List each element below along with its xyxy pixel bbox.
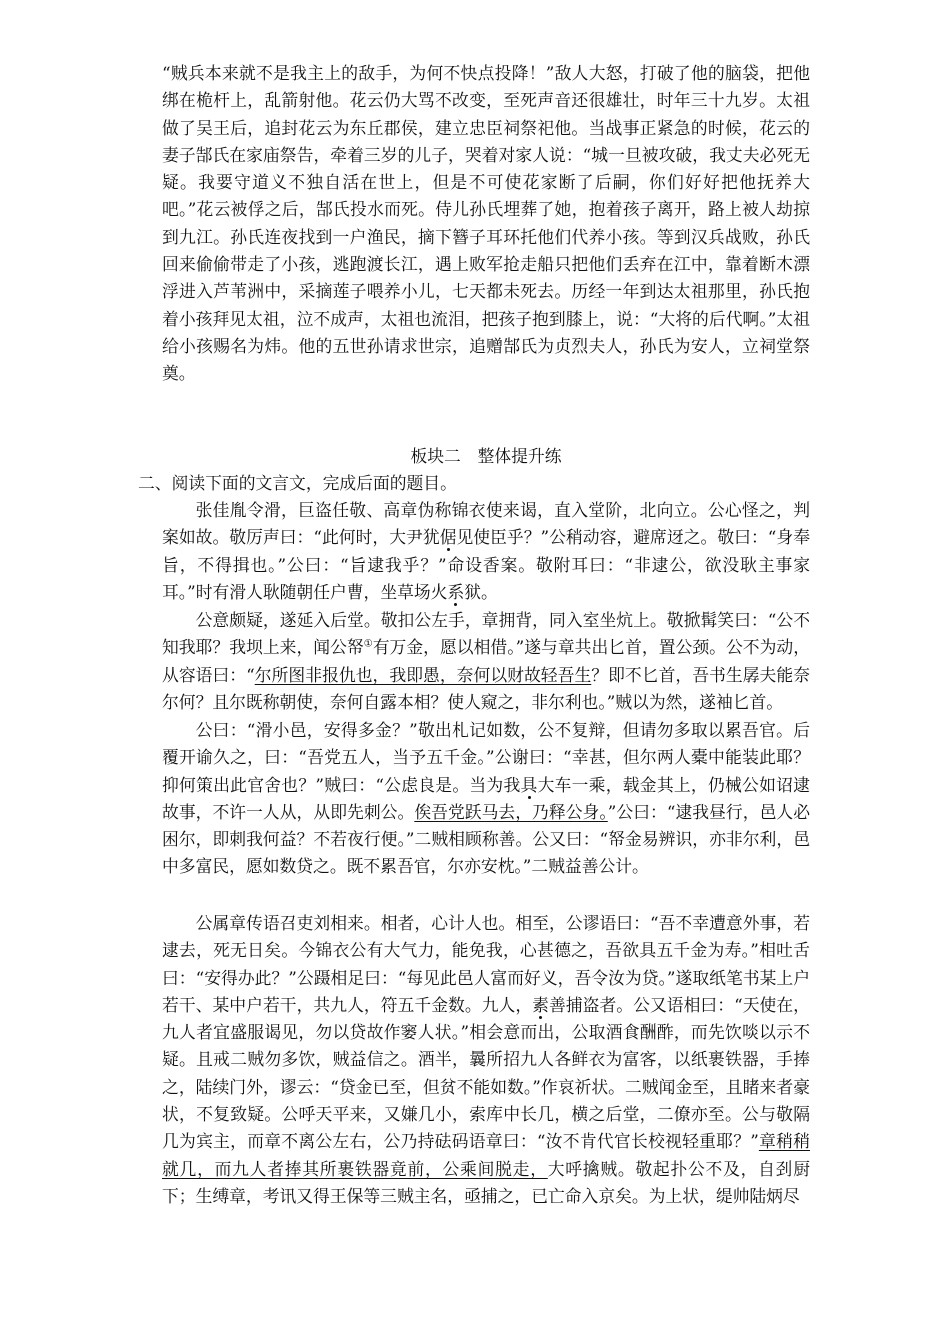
p3-text-c: ”公曰：“逮我昼行，邑人必困尔，即刺我何益？不若夜行便。”二贼相顾称善。公又曰：“帑金易辨识，亦非尔利，邑中多富民，愿如数贷之。既不累吾官，尔亦安枕。”二贼益善公计。 [162, 801, 810, 877]
question-intro: 二、阅读下面的文言文，完成后面的题目。 [138, 473, 457, 493]
passage-paragraph-4 [162, 910, 810, 1210]
p2-text-b: 有万金，愿以相借。”遂与章共出匕首，置公颈。公不为动，从容语曰：“ [162, 637, 810, 685]
p3-underlined-sentence: 俟吾党跃马去，乃释公身。 [414, 801, 608, 822]
p3-text-a: 公曰：“滑小邑，安得多金？”敬出札记如数，公不复辩，但请勿多取以累吾官。后覆开谕久之，曰：“吾党五人，当予五千金。”公谢曰：“幸甚，但尔两人橐中能装此耶？抑何策出此官舍也？”贼曰：“公虑良是。当为我 [162, 720, 810, 795]
p3-text-b: 大车一乘，载金其上，仍械公如诏逮故事，不许一人从，从即先刺公。 [162, 774, 810, 822]
p1-dotted-char-2: 系 [447, 581, 465, 602]
p4-text-a: 公属章传语召吏刘相来。相者，心计人也。相至，公谬语曰：“吾不幸遭意外事，若逮去，死无日矣。今锦衣公有大气力，能免我，心甚德之，吾欲具五千金为寿。”相吐舌曰：“安得办此？”公蹑相足曰：“每见此邑人富而好义，吾令汝为贷。”遂取纸笔书某上户若干、某中户若干，共九人，符五千金数。九人， [162, 913, 810, 1015]
p4-dotted-char: 素 [532, 994, 549, 1015]
p2-text-a: 公意颇疑，遂延入后堂。敬扣公左手，章拥背，同入室坐炕上。敬掀髯笑曰：“公不知我耶？我坝上来，闻公帑 [162, 610, 810, 658]
p1-dotted-char-1: 倨 [439, 527, 457, 548]
translation-text: “贼兵本来就不是我主上的敌手，为何不快点投降！”敌人大怒，打破了他的脑袋，把他绑在桅杆上，乱箭射他。花云仍大骂不改变，至死声音还很雄壮，时年三十九岁。太祖做了吴王后，追封花云为东丘郡侯，建立忠臣祠祭祀他。当战事正紧急的时候，花云的妻子郜氏在家庙祭告，牵着三岁的儿子，哭着对家人说：“城一旦被攻破，我丈夫必死无疑。我要守道义不独自活在世上，但是不可使花家断了后嗣，你们好好把他抚养大吧。”花云被俘之后，郜氏投水而死。侍儿孙氏埋葬了她，抱着孩子离开，路上被人劫掠到九江。孙氏连夜找到一户渔民，摘下簪子耳环托他们代养小孩。等到汉兵战败，孙氏回来偷偷带走了小孩，逃跑渡长江，遇上败军抢走船只把他们丢弃在江中，靠着断木漂浮进入芦苇洲中，采摘莲子喂养小儿，七天都未死去。历经一年到达太祖那里，孙氏抱着小孩拜见太祖，泣不成声，太祖也流泪，把孩子抱到膝上，说：“大将的后代啊。”太祖给小孩赐名为炜。他的五世孙请求世宗，追赠郜氏为贞烈夫人，孙氏为安人，立祠堂祭奠。 [162, 63, 810, 384]
footnote-marker: ① [363, 638, 373, 650]
block-title: 板块二 整体提升练 [410, 446, 562, 466]
p1-text-b: 见使臣乎？”公稍动容，避席迓之。敬曰：“身奉旨，不得揖也。”公曰：“旨逮我乎？”命设香案。敬附耳曰：“非逮公，欲没耿主事家耳。”时有滑人耿随朝任户曹，坐草场火 [162, 527, 810, 602]
p4-text-c: 大呼擒贼。敬起扑公不及，自刭厨下；生缚章，考讯又得王保等三贼主名，亟捕之，已亡命入京矣。为上状，缇帅陆炳尽 [162, 1158, 810, 1206]
p2-text-c: ？即不匕首，吾书生孱夫能奈尔何？且尔既称朝使，奈何自露本相？使人窥之，非尔利也。”贼以为然，遂袖匕首。 [162, 664, 810, 712]
p4-text-b: 善捕盗者。公又语相曰：“天使在，九人者宜盛服谒见，勿以贷故作窭人状。”相会意而出，公取酒食酬酢，而先饮啖以示不疑。且戒二贼勿多饮，贼益信之。酒半，曩所招九人各鲜衣为富客，以纸裹铁器，手捧之，陆续门外，谬云：“贷金已至，但贫不能如数。”作哀祈状。二贼闻金至，且睹来者豪状，不复致疑。公呼天平来，又嫌几小，索库中长几，横之后堂，二僚亦至。公与敬隔几为宾主，而章不离公左右，公乃持砝码语章曰：“汝不肯代官长校视轻重耶？” [162, 994, 810, 1152]
passage-paragraph-2 [162, 607, 810, 716]
passage-paragraph-1 [162, 497, 810, 606]
p1-text-c: 狱。 [464, 581, 498, 602]
p1-text-a: 张佳胤令滑，巨盗任敬、高章伪称锦衣使来谒，直入堂阶，北向立。公心怪之，判案如故。敬厉声曰：“此何时，大尹犹 [162, 500, 810, 548]
p4-underlined-sentence: 章稍稍就几，而九人者捧其所裹铁器竟前，公乘间脱走， [162, 1131, 810, 1179]
passage-paragraph-3 [162, 717, 810, 881]
p2-underlined-sentence: 尔所图非报仇也，我即愚，奈何以财故轻吾生 [254, 664, 592, 685]
story-translation-paragraph [162, 60, 810, 388]
p3-dotted-char: 具 [520, 774, 538, 795]
